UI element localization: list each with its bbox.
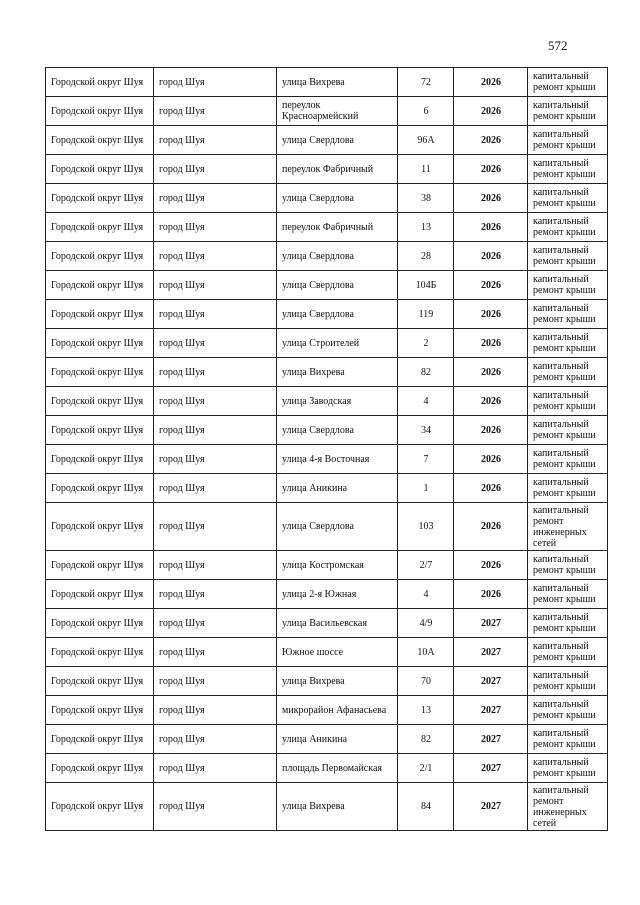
work-type-cell: капитальный ремонт крыши — [528, 551, 608, 580]
locality-cell: город Шуя — [154, 300, 277, 329]
street-cell: переулок Фабричный — [277, 213, 398, 242]
table-row — [46, 638, 608, 667]
year-cell: 2027 — [454, 609, 528, 638]
house-number-cell: 4/9 — [398, 609, 454, 638]
municipality-cell: Городской округ Шуя — [46, 416, 154, 445]
table-row — [46, 387, 608, 416]
municipality-cell: Городской округ Шуя — [46, 358, 154, 387]
locality-cell: город Шуя — [154, 97, 277, 126]
house-number-cell: 6 — [398, 97, 454, 126]
year-cell: 2026 — [454, 97, 528, 126]
street-cell: улица Костромская — [277, 551, 398, 580]
work-type-cell: капитальный ремонт крыши — [528, 445, 608, 474]
municipality-cell: Городской округ Шуя — [46, 580, 154, 609]
house-number-cell: 28 — [398, 242, 454, 271]
municipality-cell: Городской округ Шуя — [46, 638, 154, 667]
street-cell: улица Свердлова — [277, 300, 398, 329]
locality-cell: город Шуя — [154, 754, 277, 783]
work-type-cell: капитальный ремонт крыши — [528, 97, 608, 126]
municipality-cell: Городской округ Шуя — [46, 754, 154, 783]
municipality-cell: Городской округ Шуя — [46, 503, 154, 551]
municipality-cell: Городской округ Шуя — [46, 97, 154, 126]
house-number-cell: 38 — [398, 184, 454, 213]
year-cell: 2026 — [454, 126, 528, 155]
street-cell: улица Свердлова — [277, 271, 398, 300]
house-number-cell: 2/1 — [398, 754, 454, 783]
municipality-cell: Городской округ Шуя — [46, 696, 154, 725]
locality-cell: город Шуя — [154, 638, 277, 667]
table-row — [46, 580, 608, 609]
work-type-cell: капитальный ремонт крыши — [528, 329, 608, 358]
street-cell: Южное шоссе — [277, 638, 398, 667]
municipality-cell: Городской округ Шуя — [46, 609, 154, 638]
repair-schedule-table — [45, 67, 608, 831]
year-cell: 2026 — [454, 271, 528, 300]
house-number-cell: 96А — [398, 126, 454, 155]
locality-cell: город Шуя — [154, 783, 277, 831]
table-row — [46, 68, 608, 97]
locality-cell: город Шуя — [154, 667, 277, 696]
table-row — [46, 213, 608, 242]
street-cell: площадь Первомайская — [277, 754, 398, 783]
year-cell: 2026 — [454, 387, 528, 416]
street-cell: улица Вихрева — [277, 783, 398, 831]
table-row — [46, 696, 608, 725]
work-type-cell: капитальный ремонт крыши — [528, 358, 608, 387]
year-cell: 2026 — [454, 68, 528, 97]
work-type-cell: капитальный ремонт крыши — [528, 416, 608, 445]
house-number-cell: 13 — [398, 213, 454, 242]
work-type-cell: капитальный ремонт крыши — [528, 725, 608, 754]
year-cell: 2027 — [454, 754, 528, 783]
street-cell: улица Васильевская — [277, 609, 398, 638]
table-row — [46, 97, 608, 126]
table-row — [46, 551, 608, 580]
municipality-cell: Городской округ Шуя — [46, 271, 154, 300]
year-cell: 2026 — [454, 503, 528, 551]
locality-cell: город Шуя — [154, 474, 277, 503]
locality-cell: город Шуя — [154, 551, 277, 580]
locality-cell: город Шуя — [154, 68, 277, 97]
locality-cell: город Шуя — [154, 126, 277, 155]
street-cell: улица Вихрева — [277, 667, 398, 696]
table-row — [46, 503, 608, 551]
table-row — [46, 609, 608, 638]
house-number-cell: 82 — [398, 725, 454, 754]
table-row — [46, 474, 608, 503]
house-number-cell: 70 — [398, 667, 454, 696]
table-row — [46, 184, 608, 213]
table-body — [46, 68, 608, 831]
street-cell: улица Свердлова — [277, 242, 398, 271]
municipality-cell: Городской округ Шуя — [46, 667, 154, 696]
locality-cell: город Шуя — [154, 416, 277, 445]
house-number-cell: 2/7 — [398, 551, 454, 580]
locality-cell: город Шуя — [154, 329, 277, 358]
street-cell: улица Свердлова — [277, 416, 398, 445]
street-cell: улица Заводская — [277, 387, 398, 416]
municipality-cell: Городской округ Шуя — [46, 329, 154, 358]
locality-cell: город Шуя — [154, 184, 277, 213]
house-number-cell: 72 — [398, 68, 454, 97]
work-type-cell: капитальный ремонт крыши — [528, 580, 608, 609]
street-cell: переулок Красноармейский — [277, 97, 398, 126]
house-number-cell: 4 — [398, 387, 454, 416]
work-type-cell: капитальный ремонт крыши — [528, 242, 608, 271]
year-cell: 2026 — [454, 242, 528, 271]
page-number: 572 — [548, 38, 568, 53]
work-type-cell: капитальный ремонт крыши — [528, 155, 608, 184]
work-type-cell: капитальный ремонт крыши — [528, 271, 608, 300]
work-type-cell: капитальный ремонт крыши — [528, 754, 608, 783]
table-row — [46, 783, 608, 831]
work-type-cell: капитальный ремонт инженерных сетей — [528, 503, 608, 551]
municipality-cell: Городской округ Шуя — [46, 126, 154, 155]
year-cell: 2026 — [454, 329, 528, 358]
table-row — [46, 271, 608, 300]
house-number-cell: 119 — [398, 300, 454, 329]
house-number-cell: 1 — [398, 474, 454, 503]
table-row — [46, 416, 608, 445]
municipality-cell: Городской округ Шуя — [46, 155, 154, 184]
municipality-cell: Городской округ Шуя — [46, 213, 154, 242]
locality-cell: город Шуя — [154, 696, 277, 725]
house-number-cell: 104Б — [398, 271, 454, 300]
year-cell: 2026 — [454, 445, 528, 474]
municipality-cell: Городской округ Шуя — [46, 300, 154, 329]
year-cell: 2027 — [454, 638, 528, 667]
locality-cell: город Шуя — [154, 271, 277, 300]
year-cell: 2026 — [454, 416, 528, 445]
locality-cell: город Шуя — [154, 725, 277, 754]
locality-cell: город Шуя — [154, 155, 277, 184]
table-row — [46, 300, 608, 329]
work-type-cell: капитальный ремонт крыши — [528, 387, 608, 416]
locality-cell: город Шуя — [154, 580, 277, 609]
house-number-cell: 4 — [398, 580, 454, 609]
house-number-cell: 10А — [398, 638, 454, 667]
work-type-cell: капитальный ремонт крыши — [528, 184, 608, 213]
work-type-cell: капитальный ремонт крыши — [528, 126, 608, 155]
locality-cell: город Шуя — [154, 609, 277, 638]
house-number-cell: 103 — [398, 503, 454, 551]
house-number-cell: 13 — [398, 696, 454, 725]
street-cell: улица Вихрева — [277, 358, 398, 387]
work-type-cell: капитальный ремонт крыши — [528, 474, 608, 503]
street-cell: улица 2-я Южная — [277, 580, 398, 609]
locality-cell: город Шуя — [154, 445, 277, 474]
street-cell: переулок Фабричный — [277, 155, 398, 184]
municipality-cell: Городской округ Шуя — [46, 184, 154, 213]
locality-cell: город Шуя — [154, 242, 277, 271]
year-cell: 2026 — [454, 358, 528, 387]
municipality-cell: Городской округ Шуя — [46, 783, 154, 831]
street-cell: улица Свердлова — [277, 503, 398, 551]
table-row — [46, 754, 608, 783]
year-cell: 2026 — [454, 213, 528, 242]
year-cell: 2027 — [454, 725, 528, 754]
street-cell: улица Свердлова — [277, 184, 398, 213]
year-cell: 2026 — [454, 474, 528, 503]
table-row — [46, 667, 608, 696]
table-row — [46, 358, 608, 387]
locality-cell: город Шуя — [154, 213, 277, 242]
street-cell: улица 4-я Восточная — [277, 445, 398, 474]
work-type-cell: капитальный ремонт крыши — [528, 300, 608, 329]
year-cell: 2027 — [454, 696, 528, 725]
house-number-cell: 7 — [398, 445, 454, 474]
house-number-cell: 11 — [398, 155, 454, 184]
table-row — [46, 242, 608, 271]
year-cell: 2026 — [454, 155, 528, 184]
work-type-cell: капитальный ремонт крыши — [528, 609, 608, 638]
street-cell: улица Аникина — [277, 474, 398, 503]
work-type-cell: капитальный ремонт крыши — [528, 213, 608, 242]
municipality-cell: Городской округ Шуя — [46, 551, 154, 580]
house-number-cell: 2 — [398, 329, 454, 358]
table-row — [46, 445, 608, 474]
municipality-cell: Городской округ Шуя — [46, 242, 154, 271]
table-row — [46, 126, 608, 155]
table-row — [46, 725, 608, 754]
municipality-cell: Городской округ Шуя — [46, 68, 154, 97]
house-number-cell: 82 — [398, 358, 454, 387]
house-number-cell: 34 — [398, 416, 454, 445]
work-type-cell: капитальный ремонт крыши — [528, 667, 608, 696]
street-cell: улица Вихрева — [277, 68, 398, 97]
table-row — [46, 329, 608, 358]
house-number-cell: 84 — [398, 783, 454, 831]
year-cell: 2026 — [454, 300, 528, 329]
year-cell: 2026 — [454, 551, 528, 580]
street-cell: улица Строителей — [277, 329, 398, 358]
locality-cell: город Шуя — [154, 503, 277, 551]
street-cell: улица Свердлова — [277, 126, 398, 155]
street-cell: улица Аникина — [277, 725, 398, 754]
table-row — [46, 155, 608, 184]
municipality-cell: Городской округ Шуя — [46, 445, 154, 474]
municipality-cell: Городской округ Шуя — [46, 474, 154, 503]
street-cell: микрорайон Афанасьева — [277, 696, 398, 725]
work-type-cell: капитальный ремонт крыши — [528, 696, 608, 725]
work-type-cell: капитальный ремонт инженерных сетей — [528, 783, 608, 831]
work-type-cell: капитальный ремонт крыши — [528, 68, 608, 97]
municipality-cell: Городской округ Шуя — [46, 725, 154, 754]
year-cell: 2027 — [454, 667, 528, 696]
locality-cell: город Шуя — [154, 387, 277, 416]
year-cell: 2026 — [454, 580, 528, 609]
locality-cell: город Шуя — [154, 358, 277, 387]
work-type-cell: капитальный ремонт крыши — [528, 638, 608, 667]
year-cell: 2026 — [454, 184, 528, 213]
municipality-cell: Городской округ Шуя — [46, 387, 154, 416]
year-cell: 2027 — [454, 783, 528, 831]
